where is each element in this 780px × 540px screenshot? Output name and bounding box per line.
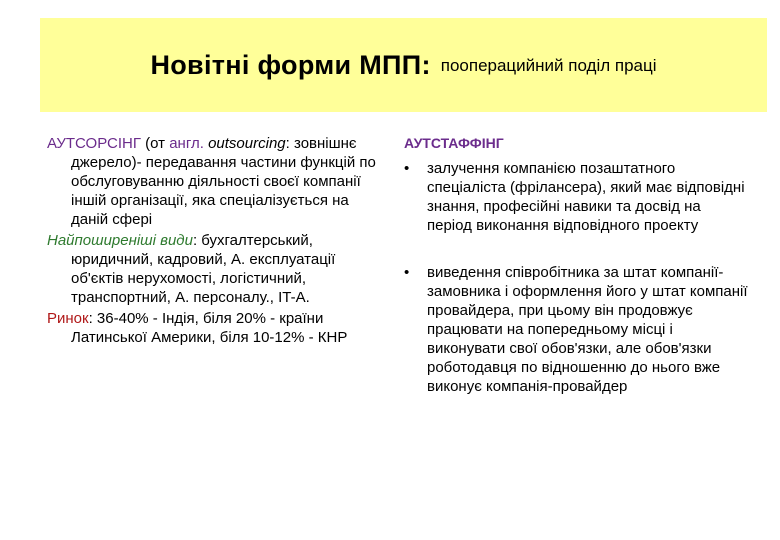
outsourcing-word: outsourcing — [208, 135, 286, 152]
right-column — [404, 134, 749, 424]
types-label: Найпоширеніші види — [47, 232, 193, 249]
slide-title: Новітні форми МПП: — [150, 49, 431, 80]
outsourcing-definition: зовнішнє джерело)- передавання частини функцій по обслуговуванню діяльності своєї компанії іншій організації, яка спеціалізується на даній сфері — [71, 135, 376, 228]
market-colon: : — [88, 310, 93, 327]
list-item — [404, 159, 749, 235]
types-paragraph — [47, 231, 382, 307]
bullet-text: залучення компанією позаштатного спеціаліста (фрілансера), який має відповідні знання, професійні навики та досвід на період виконання відповідного проекту — [427, 160, 745, 234]
bullet-text: виведення співробітника за штат компанії-замовника і оформлення його у штат компанії провайдера, при цьому він продовжує працювати на попередньому місці і виконувати свої обов'язки, але обов'язки роботодавця по відношенню до нього вже виконує компанія-провайдер — [427, 264, 748, 395]
slide-subtitle: пооперацийний поділ праці — [440, 56, 657, 75]
outsourcing-paragraph — [47, 134, 382, 229]
left-column — [47, 134, 382, 349]
market-paragraph — [47, 309, 382, 347]
outsourcing-open: (от — [141, 135, 170, 152]
outsourcing-term: АУТСОРСІНГ — [47, 135, 141, 152]
outsourcing-colon: : — [285, 135, 290, 152]
title-banner — [40, 18, 767, 112]
bullet-icon: • — [404, 160, 410, 177]
types-text: бухгалтерський, юридичний, кадровий, А. експлуатації об'єктів нерухомості, логістичний, транспортний, А. персоналу., IT-A. — [71, 232, 336, 306]
types-colon: : — [192, 232, 198, 249]
bullet-icon: • — [404, 264, 410, 281]
market-text: 36-40% - Індія, біля 20% - країни Латинської Америки, біля 10-12% - КНР — [71, 310, 348, 346]
outsourcing-lang: англ. — [169, 135, 204, 152]
list-item — [404, 263, 749, 396]
market-label: Ринок — [47, 310, 89, 327]
outstaffing-heading: АУТСТАФФІНГ — [404, 135, 504, 151]
